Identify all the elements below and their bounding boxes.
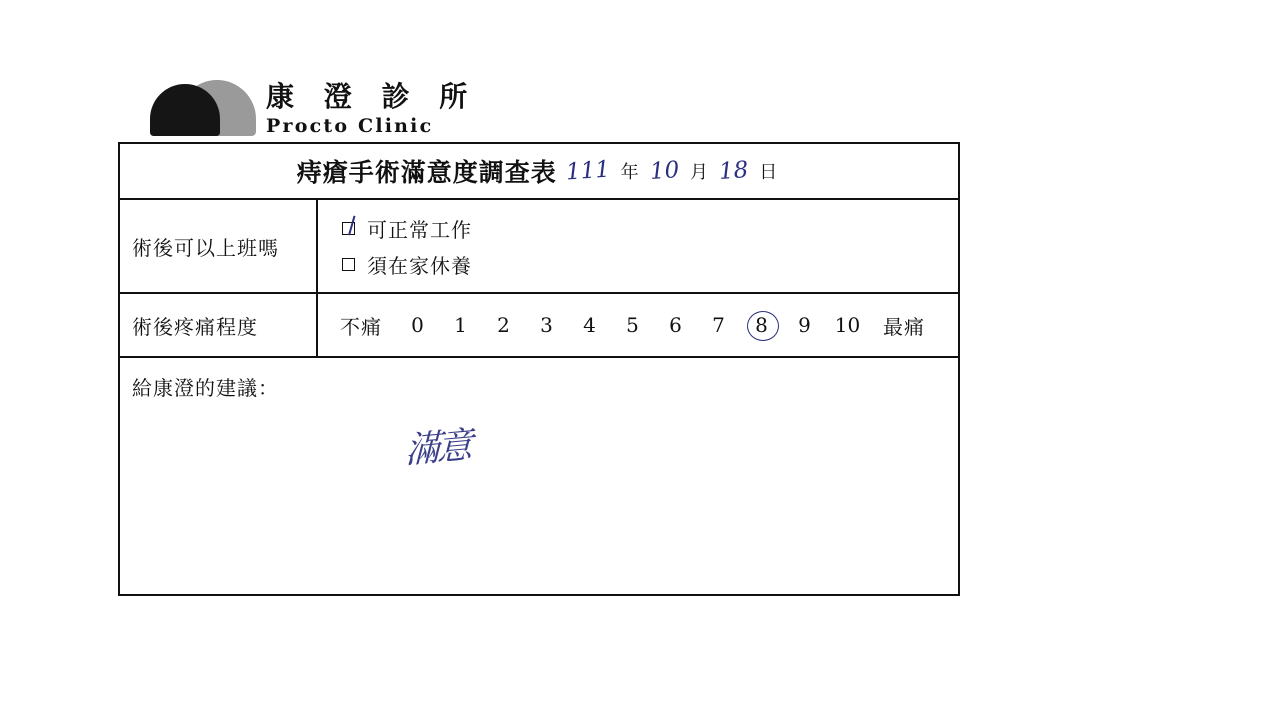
clinic-header — [118, 62, 958, 140]
work-option-1-label: 可正常工作 — [367, 217, 472, 242]
date-month-value: 10 — [648, 157, 680, 185]
date-month-unit: 月 — [689, 162, 708, 183]
survey-table — [118, 142, 960, 596]
work-row-options — [318, 200, 958, 292]
date-year-unit: 年 — [620, 162, 639, 183]
checkbox-empty-icon[interactable] — [342, 258, 355, 271]
date-day-value: 18 — [718, 157, 750, 185]
pain-row-label: 術後疼痛程度 — [120, 294, 318, 356]
pain-value-9[interactable]: 9 — [798, 313, 811, 337]
comment-handwriting: 滿意 — [404, 425, 470, 472]
pain-value-1[interactable]: 1 — [454, 313, 467, 337]
date-field — [559, 158, 781, 184]
pain-value-5[interactable]: 5 — [626, 313, 639, 337]
work-row — [120, 200, 958, 294]
pain-value-8-selected[interactable]: 8 — [740, 315, 783, 335]
pain-value-7[interactable]: 7 — [712, 313, 725, 337]
pain-value-4[interactable]: 4 — [583, 313, 596, 337]
comment-label: 給康澄的建議： — [132, 376, 279, 400]
pain-max-label: 最痛 — [883, 314, 925, 339]
pain-value-10[interactable]: 10 — [834, 313, 861, 337]
pain-value-2[interactable]: 2 — [497, 313, 510, 337]
clinic-name-block — [266, 81, 477, 138]
clinic-name-cn: 康 澄 診 所 — [266, 80, 478, 114]
date-year-value: 111 — [564, 156, 611, 186]
pain-value-3[interactable]: 3 — [540, 313, 553, 337]
pain-value-0[interactable]: 0 — [411, 313, 424, 337]
work-option-2[interactable] — [342, 246, 958, 282]
work-row-label: 術後可以上班嗎 — [120, 200, 318, 292]
pain-scale-numbers — [396, 315, 869, 335]
checkbox-checked-icon[interactable] — [342, 222, 355, 235]
pain-scale — [318, 294, 958, 356]
clinic-name-en: Procto Clinic — [266, 115, 434, 138]
work-option-2-label: 須在家休養 — [367, 253, 472, 278]
pain-value-6[interactable]: 6 — [669, 313, 682, 337]
comment-row — [120, 358, 958, 594]
pain-row — [120, 294, 958, 358]
title-row — [120, 144, 958, 200]
work-option-1[interactable] — [342, 210, 958, 246]
pain-min-label: 不痛 — [340, 314, 382, 339]
page-title: 痔瘡手術滿意度調查表 — [296, 158, 557, 187]
fan-logo-icon — [118, 74, 248, 136]
date-day-unit: 日 — [759, 162, 778, 183]
